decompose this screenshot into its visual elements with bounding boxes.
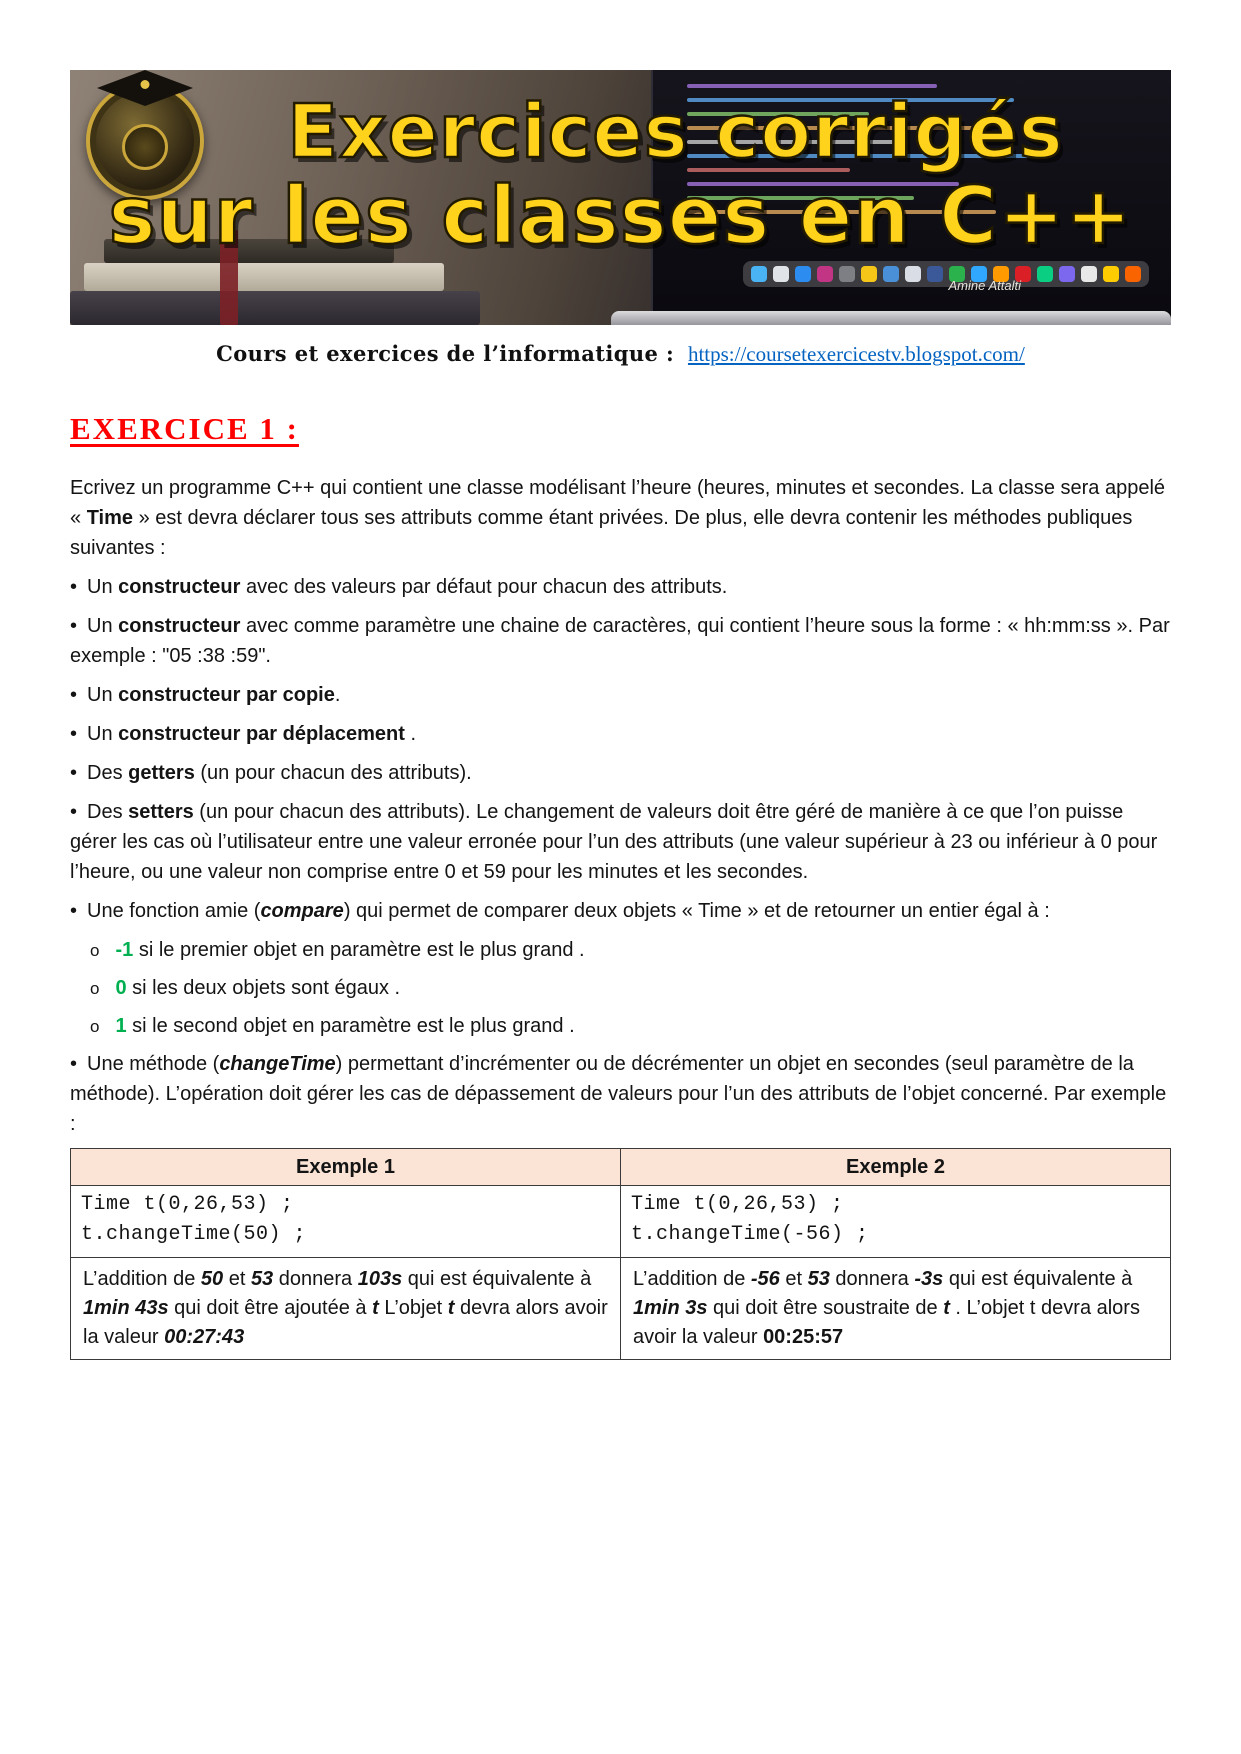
text-segment: 00:25:57 [763,1326,844,1348]
dock-icon [861,266,877,282]
text-segment: 1 [115,1015,127,1037]
dock-icon [817,266,833,282]
table-explanation-row [71,1258,1171,1360]
code-line: Time t(0,26,53) ; [81,1193,294,1216]
dock-icon [751,266,767,282]
text-segment: avec comme paramètre une chaine de caractères, qui contient l’heure sous la forme : « hh:mm:ss ». Par exemple : "05 :38 :59". [70,615,1170,667]
bullet-constructeur-defaut [70,572,1171,602]
text-segment: qui est équivalente à [402,1268,592,1290]
text-segment: 103s [357,1268,403,1290]
bullet-text [70,801,1157,883]
examples-table [70,1148,1171,1360]
table-header-exemple-2: Exemple 2 [621,1149,1171,1186]
sub-bullet-text [115,977,400,999]
text-segment: 53 [250,1268,274,1290]
dock-icon [927,266,943,282]
dock-icon [905,266,921,282]
bullet-constructeur-chaine [70,611,1171,671]
text-segment: qui est équivalente à [943,1268,1133,1290]
bullet-marker: • [70,723,78,745]
intro-paragraph [70,473,1171,563]
text-segment: Un [87,576,119,598]
text-segment: Ecrivez un programme C++ qui contient une classe modélisant l’heure (heures, minutes et secondes. La classe sera appelé « [70,477,1166,529]
code-cell-exemple-2 [621,1186,1171,1258]
text-segment: L’objet [378,1297,448,1319]
text-segment: -56 [750,1268,780,1290]
banner-title-line1: Exercices corrigés [287,89,1064,175]
text-segment: constructeur par copie [118,684,335,706]
text-segment: qui doit être ajoutée à [168,1297,373,1319]
table-header-row [71,1149,1171,1186]
dock-icon [883,266,899,282]
bullet-constructeur-copie [70,680,1171,710]
sub-bullet-marker: o [90,941,100,960]
dock-icon [1125,266,1141,282]
sub-bullet-text [115,939,584,961]
text-segment: compare [260,900,344,922]
text-segment: t [943,1297,950,1319]
text-segment: Un [87,684,119,706]
subtitle-link[interactable]: https://coursetexercicestv.blogspot.com/ [687,342,1025,366]
sub-bullet-marker: o [90,1017,100,1036]
text-segment: ) permettant d’incrémenter ou de décrémenter un objet en secondes (seul paramètre de la méthode). L’opération doit gérer les cas de dépassement de valeurs pour l’un des attributs de l’objet concerné. Par exemple : [70,1053,1167,1135]
sub-bullet-minus-one [70,935,1171,966]
dock-icon [1037,266,1053,282]
text-segment: t [372,1297,379,1319]
text-segment: si le second objet en paramètre est le plus grand . [126,1015,575,1037]
code-line: t.changeTime(50) ; [81,1223,307,1246]
text-segment: changeTime [219,1053,336,1075]
bullet-constructeur-deplacement [70,719,1171,749]
bullet-text [87,576,727,598]
bullet-setters [70,797,1171,887]
text-segment: qui doit être soustraite de [707,1297,944,1319]
banner-image [70,70,1171,325]
banner-title-line2: sur les classes en C++ [108,170,1133,263]
text-segment: L’addition de [633,1268,751,1290]
dock-icon [839,266,855,282]
exercise-body [70,473,1171,1360]
book [70,291,480,325]
bullet-text [87,900,1050,922]
bullet-marker: • [70,615,78,637]
text-segment: . [334,684,341,706]
bullet-marker: • [70,900,78,922]
code-line-decor [687,84,937,88]
text-segment: Une méthode ( [87,1053,220,1075]
bullet-text [70,615,1170,667]
dock-icon [1081,266,1097,282]
text-segment: 1min 3s [633,1297,708,1319]
bullet-getters [70,758,1171,788]
text-segment: 1min 43s [83,1297,169,1319]
text-segment: 00:27:43 [164,1326,245,1348]
text-segment: si le premier objet en paramètre est le plus grand . [133,939,585,961]
text-segment: L’addition de [83,1268,201,1290]
text-segment: Des [87,801,129,823]
explanation-cell-exemple-1 [71,1258,621,1360]
text-segment: Un [87,723,119,745]
bullet-marker: • [70,576,78,598]
text-segment: . [404,723,417,745]
text-segment: getters [128,762,195,784]
text-segment: -3s [914,1268,944,1290]
code-line: t.changeTime(-56) ; [631,1223,869,1246]
exercise-heading: EXERCICE 1 : [70,411,299,446]
bullet-marker: • [70,762,78,784]
text-segment: . L’objet t devra alors avoir la valeur [633,1297,1140,1348]
bullet-text [87,684,340,706]
text-segment: -1 [115,939,134,961]
text-segment: 50 [200,1268,224,1290]
bullet-text [70,1053,1166,1135]
bullet-text [87,723,416,745]
text-segment: (un pour chacun des attributs). Le changement de valeurs doit être géré de manière à ce que l’on puisse gérer les cas où l’utilisateur entre une valeur erronée pour l’un des attributs (une valeur supérieur à 23 ou inférieur à 0 pour l’heure, ou une valeur non comprise entre 0 et 59 pour les minutes et les secondes. [70,801,1158,883]
text-segment: donnera [273,1268,358,1290]
bullet-text [87,762,472,784]
book [84,263,444,291]
graduation-cap-button [141,80,150,89]
text-segment: Des [87,762,129,784]
text-segment: avec des valeurs par défaut pour chacun des attributs. [240,576,728,598]
sub-bullet-text [115,1015,574,1037]
text-segment: constructeur [118,576,241,598]
text-segment: 0 [115,977,127,999]
bullet-marker: • [70,1053,78,1075]
text-segment: (un pour chacun des attributs). [194,762,472,784]
dock-icons [743,261,1149,287]
sub-bullet-one [70,1011,1171,1042]
subtitle [70,341,1171,367]
text-segment: et [223,1268,251,1290]
banner-credit: Amine Attalti [948,278,1021,293]
table-header-exemple-1: Exemple 1 [71,1149,621,1186]
text-segment: t [447,1297,455,1319]
bullet-marker: • [70,801,78,823]
dock-icon [795,266,811,282]
text-segment: setters [128,801,194,823]
page-content [70,70,1171,1360]
dock-icon [1103,266,1119,282]
text-segment: » est devra déclarer tous ses attributs comme étant privées. De plus, elle devra contenir les méthodes publiques suivantes : [70,507,1133,559]
text-segment: devra alors avoir la valeur [83,1297,608,1348]
subtitle-label: Cours et exercices de l’informatique : [216,341,675,366]
sub-bullet-marker: o [90,979,100,998]
bullet-compare [70,896,1171,926]
text-segment: Time [86,507,134,529]
text-segment: et [779,1268,808,1290]
text-segment: donnera [829,1268,915,1290]
text-segment: si les deux objets sont égaux . [126,977,401,999]
text-segment: 53 [807,1268,830,1290]
text-segment: constructeur [118,615,241,637]
laptop-base [611,311,1171,325]
sub-bullet-zero [70,973,1171,1004]
text-segment: constructeur par déplacement [118,723,405,745]
bullet-changetime [70,1049,1171,1139]
table-code-row [71,1186,1171,1258]
bullet-marker: • [70,684,78,706]
code-cell-exemple-1 [71,1186,621,1258]
text-segment: ) qui permet de comparer deux objets « Time » et de retourner un entier égal à : [343,900,1050,922]
dock-icon [1059,266,1075,282]
code-line: Time t(0,26,53) ; [631,1193,844,1216]
text-segment: Un [87,615,119,637]
text-segment: Une fonction amie ( [87,900,261,922]
dock-icon [773,266,789,282]
explanation-cell-exemple-2 [621,1258,1171,1360]
banner-title [70,89,1171,263]
